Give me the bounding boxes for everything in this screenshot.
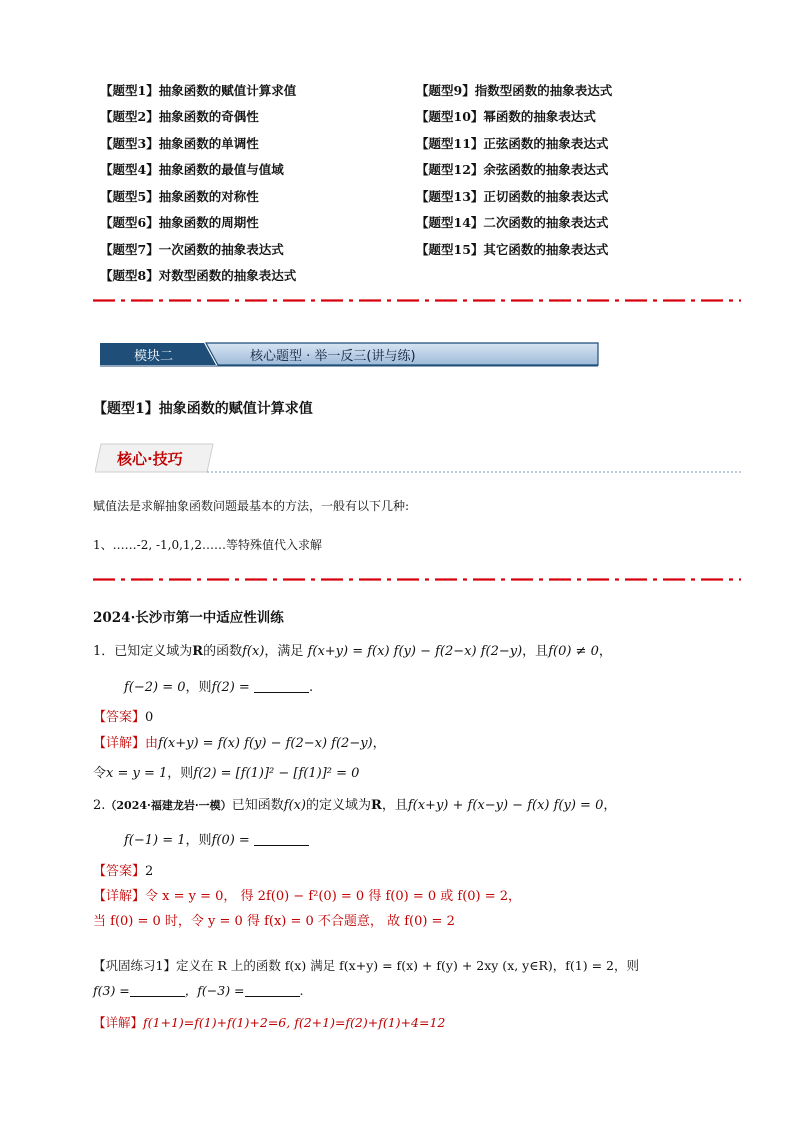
- tips-header: [95, 440, 745, 476]
- answer-blank[interactable]: [254, 833, 309, 846]
- module-banner: [98, 341, 600, 367]
- tips-badge: 核心·技巧: [117, 450, 183, 468]
- answer-2: 【答案】2: [93, 864, 154, 879]
- module-title: 核心题型 · 举一反三(讲与练): [250, 349, 416, 364]
- toc-item[interactable]: 【题型11】正弦函数的抽象表达式: [416, 136, 609, 151]
- toc-item[interactable]: 【题型6】抽象函数的周期性: [100, 215, 259, 230]
- detail-2-line-1: 【详解】令 x = y = 0， 得 2f(0) − f²(0) = 0 得 f(0) = 0 或 f(0) = 2，: [93, 889, 522, 904]
- toc-item[interactable]: 【题型3】抽象函数的单调性: [100, 136, 259, 151]
- section-title: 【题型1】抽象函数的赋值计算求值: [93, 401, 313, 417]
- toc-item[interactable]: 【题型8】对数型函数的抽象表达式: [100, 268, 297, 283]
- practice-line-2: f(3) = ，f(−3) = .: [93, 983, 304, 998]
- dash-divider: [93, 578, 741, 581]
- question-2-line-1: 2.（2024·福建龙岩·一模）已知函数f(x)的定义域为R，且f(x+y) + f(x−y) − f(x) f(y) = 0，: [93, 798, 617, 813]
- detail-1-line-2: 令x = y = 1，则f(2) = [f(1)]² − [f(1)]² = 0: [93, 766, 360, 781]
- question-1-line-1: 1．已知定义域为R的函数f(x)，满足 f(x+y) = f(x) f(y) − f(2−x) f(2−y)，且f(0) ≠ 0，: [93, 644, 612, 659]
- answer-1: 【答案】0: [93, 710, 154, 725]
- question-1-line-2: f(−2) = 0，则f(2) = .: [124, 680, 314, 695]
- toc-item[interactable]: 【题型2】抽象函数的奇偶性: [100, 109, 259, 124]
- module-label: 模块二: [134, 349, 174, 364]
- toc-item[interactable]: 【题型13】正切函数的抽象表达式: [416, 189, 609, 204]
- practice-line-1: 【巩固练习1】定义在 R 上的函数 f(x) 满足 f(x+y) = f(x) + f(y) + 2xy (x, y∈R)，f(1) = 2，则: [93, 958, 639, 973]
- question-2-line-2: f(−1) = 1，则f(0) =: [124, 829, 309, 848]
- detail-1-line-1: 【详解】由f(x+y) = f(x) f(y) − f(2−x) f(2−y)，: [93, 736, 386, 751]
- source-title: 2024·长沙市第一中适应性训练: [93, 610, 284, 626]
- answer-blank[interactable]: [245, 984, 300, 997]
- tips-item: 1、……-2, -1,0,1,2……等特殊值代入求解: [93, 538, 322, 552]
- toc-item[interactable]: 【题型7】一次函数的抽象表达式: [100, 242, 284, 257]
- toc-item[interactable]: 【题型14】二次函数的抽象表达式: [416, 215, 609, 230]
- toc-item[interactable]: 【题型1】抽象函数的赋值计算求值: [100, 83, 297, 98]
- tips-text: 赋值法是求解抽象函数问题最基本的方法，一般有以下几种:: [93, 499, 410, 513]
- dash-divider: [93, 299, 741, 302]
- practice-detail: 【详解】f(1+1)=f(1)+f(1)+2=6, f(2+1)=f(2)+f(1)+4=12: [93, 1015, 446, 1030]
- answer-blank[interactable]: [130, 984, 185, 997]
- toc-item[interactable]: 【题型9】指数型函数的抽象表达式: [416, 83, 613, 98]
- toc-item[interactable]: 【题型5】抽象函数的对称性: [100, 189, 259, 204]
- toc-item[interactable]: 【题型15】其它函数的抽象表达式: [416, 242, 609, 257]
- toc-item[interactable]: 【题型4】抽象函数的最值与值域: [100, 162, 284, 177]
- toc-item[interactable]: 【题型12】余弦函数的抽象表达式: [416, 162, 609, 177]
- detail-2-line-2: 当 f(0) = 0 时，令 y = 0 得 f(x) = 0 不合题意， 故 f(0) = 2: [93, 914, 455, 929]
- toc-item[interactable]: 【题型10】幂函数的抽象表达式: [416, 109, 596, 124]
- answer-blank[interactable]: [254, 680, 309, 693]
